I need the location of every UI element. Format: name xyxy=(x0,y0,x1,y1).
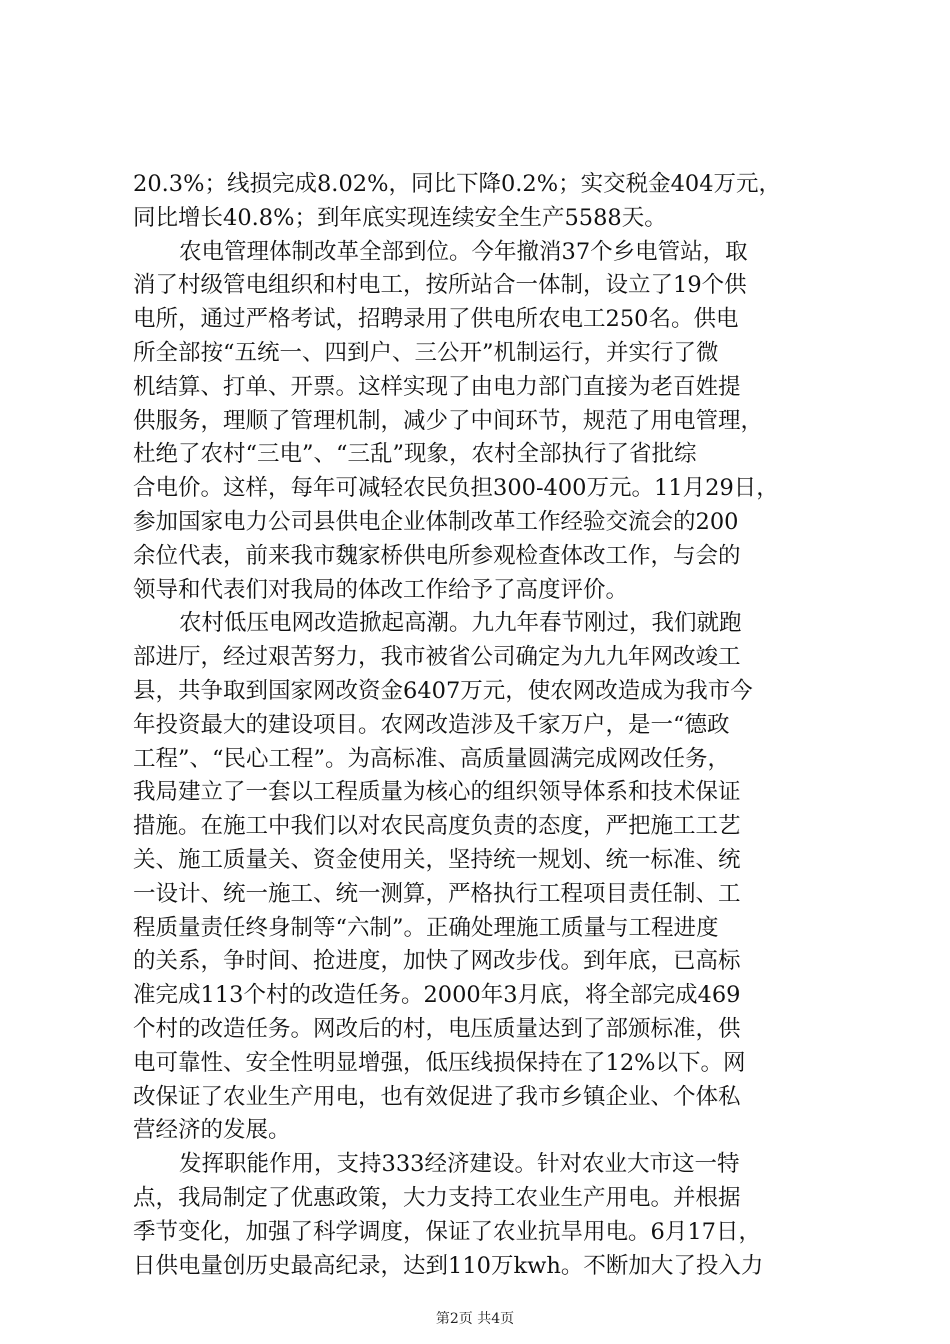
text-line: 20.3%；线损完成8.02%，同比下降0.2%；实交税金404万元， xyxy=(133,171,782,197)
text-line: 县，共争取到国家网改资金6407万元，使农网改造成为我市今 xyxy=(133,677,753,704)
text-line: 一设计、统一施工、统一测算，严格执行工程项目责任制、工 xyxy=(133,880,741,907)
text-line: 所全部按“五统一、四到户、三公开”机制运行，并实行了微 xyxy=(133,339,719,366)
text-line: 电可靠性、安全性明显增强，低压线损保持在了12%以下。网 xyxy=(133,1049,746,1076)
text-line: 领导和代表们对我局的体改工作给予了高度评价。 xyxy=(133,576,629,603)
text-line: 余位代表，前来我市魏家桥供电所参观检查体改工作，与会的 xyxy=(133,542,741,569)
text-line: 部进厅，经过艰苦努力，我市被省公司确定为九九年网改竣工 xyxy=(133,644,741,671)
text-line: 个村的改造任务。网改后的村，电压质量达到了部颁标准，供 xyxy=(133,1015,741,1042)
text-line: 季节变化，加强了科学调度，保证了农业抗旱用电。6月17日， xyxy=(133,1218,761,1245)
text-line: 工程”、“民心工程”。为高标准、高质量圆满完成网改任务， xyxy=(133,745,731,772)
body-text xyxy=(133,168,833,1283)
text-line: 杜绝了农村“三电”、“三乱”现象，农村全部执行了省批综 xyxy=(133,441,697,468)
text-line: 参加国家电力公司县供电企业体制改革工作经验交流会的200 xyxy=(133,508,739,535)
text-line: 供服务，理顺了管理机制，减少了中间环节，规范了用电管理， xyxy=(133,407,764,434)
text-line: 点，我局制定了优惠政策，大力支持工农业生产用电。并根据 xyxy=(133,1184,741,1211)
text-line: 改保证了农业生产用电，也有效促进了我市乡镇企业、个体私 xyxy=(133,1083,741,1110)
text-line: 机结算、打单、开票。这样实现了由电力部门直接为老百姓提 xyxy=(133,373,741,400)
text-line: 我局建立了一套以工程质量为核心的组织领导体系和技术保证 xyxy=(133,779,741,806)
text-line: 准完成113个村的改造任务。2000年3月底，将全部完成469 xyxy=(133,982,741,1009)
paragraph-start-line: 农村低压电网改造掀起高潮。九九年春节刚过，我们就跑 xyxy=(179,610,742,637)
paragraph-start-line: 农电管理体制改革全部到位。今年撤消37个乡电管站，取 xyxy=(179,238,748,265)
text-line: 措施。在施工中我们以对农民高度负责的态度，严把施工工艺 xyxy=(133,813,741,840)
text-line: 同比增长40.8%；到年底实现连续安全生产5588天。 xyxy=(133,204,667,231)
text-line: 营经济的发展。 xyxy=(133,1117,291,1144)
text-line: 电所，通过严格考试，招聘录用了供电所农电工250名。供电 xyxy=(133,306,739,333)
text-line: 的关系，争时间、抢进度，加快了网改步伐。到年底，已高标 xyxy=(133,948,741,975)
text-line: 年投资最大的建设项目。农网改造涉及千家万户，是一“德政 xyxy=(133,711,730,738)
paragraph-start-line: 发挥职能作用，支持333经济建设。针对农业大市这一特 xyxy=(179,1151,740,1178)
page-footer: 第2页 共4页 xyxy=(435,1311,515,1327)
text-line: 关、施工质量关、资金使用关，坚持统一规划、统一标准、统 xyxy=(133,846,741,873)
text-line: 消了村级管电组织和村电工，按所站合一体制，设立了19个供 xyxy=(133,272,747,299)
text-line: 程质量责任终身制等“六制”。正确处理施工质量与工程进度 xyxy=(133,914,719,941)
text-line: 合电价。这样，每年可减轻农民负担300-400万元。11月29日， xyxy=(133,475,779,502)
text-line: 日供电量创历史最高纪录，达到110万kwh。不断加大了投入力 xyxy=(133,1252,764,1279)
